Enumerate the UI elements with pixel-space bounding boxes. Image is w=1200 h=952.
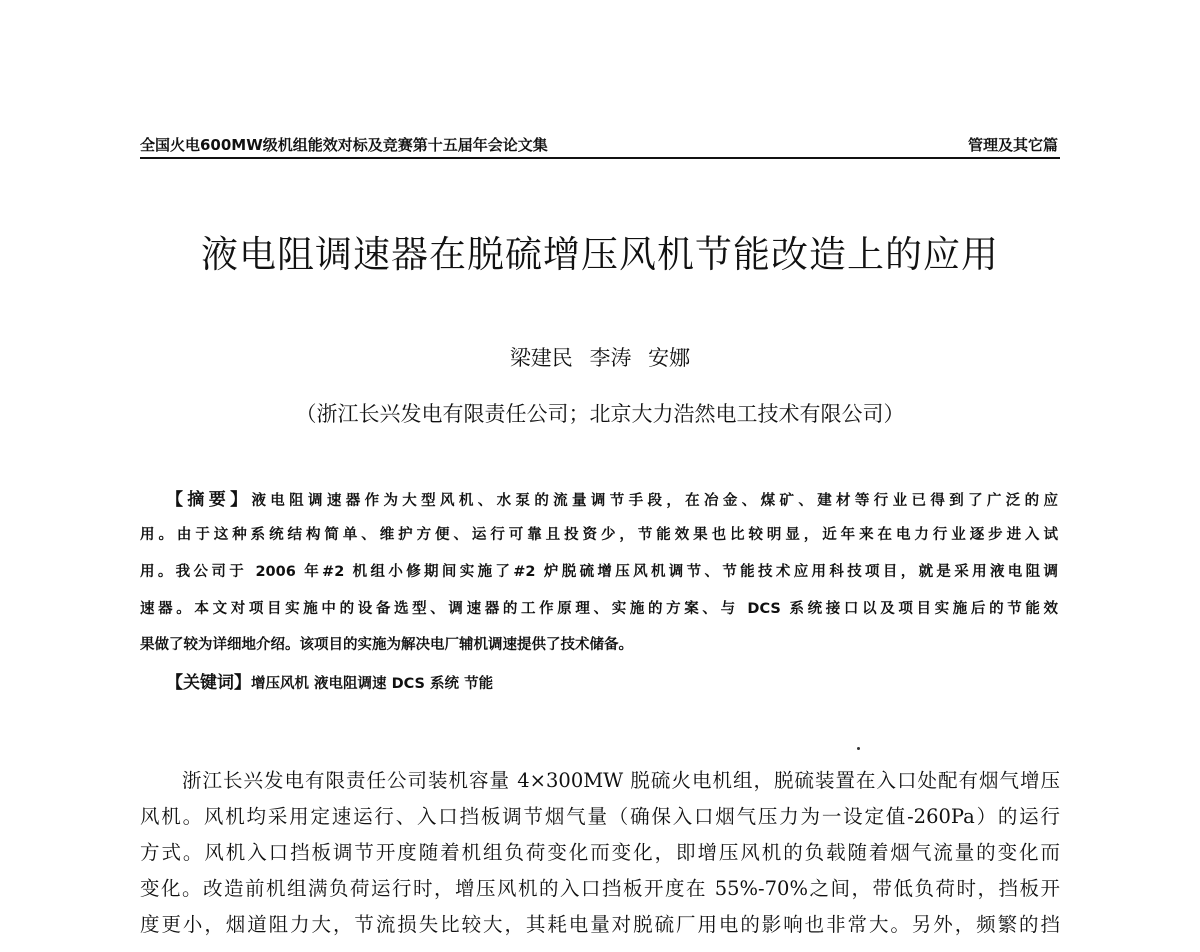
abstract-line: 速器。本文对项目实施中的设备选型、调速器的工作原理、实施的方案、与 DCS 系统接口以及项目实施后的节能效 (140, 601, 1058, 617)
abstract-line: 用。我公司于 2006 年#2 机组小修期间实施了#2 炉脱硫增压风机调节、节能技术应用科技项目，就是采用液电阻调 (140, 564, 1058, 580)
body-line: 风机。风机均采用定速运行、入口挡板调节烟气量（确保入口烟气压力为一设定值-260Pa）的运行 (140, 805, 1060, 828)
keywords-label: 【关键词】 (166, 673, 251, 693)
body-line: 变化。改造前机组满负荷运行时，增压风机的入口挡板开度在 55%-70%之间，带低负荷时，挡板开 (140, 877, 1060, 900)
abstract-label: 【摘要】 (166, 490, 252, 510)
paper-title: 液电阻调速器在脱硫增压风机节能改造上的应用 (201, 233, 999, 276)
authors: 梁建民 李涛 安娜 (509, 346, 691, 370)
body-line: 方式。风机入口挡板调节开度随着机组负荷变化而变化，即增压风机的负载随着烟气流量的变化而 (140, 841, 1060, 864)
body-line: 浙江长兴发电有限责任公司装机容量 4×300MW 脱硫火电机组，脱硫装置在入口处配有烟气增压 (182, 769, 1060, 792)
abstract-line: 果做了较为详细地介绍。该项目的实施为解决电厂辅机调速提供了技术储备。 (140, 637, 633, 653)
running-header-left: 全国火电600MW级机组能效对标及竞赛第十五届年会论文集 (140, 136, 548, 154)
body-line: 度更小，烟道阻力大，节流损失比较大，其耗电量对脱硫厂用电的影响也非常大。另外，频繁的挡 (140, 913, 1060, 936)
abstract-line (166, 485, 1058, 510)
keywords-line (166, 668, 1058, 693)
abstract-line: 用。由于这种系统结构简单、维护方便、运行可靠且投资少，节能效果也比较明显，近年来在电力行业逐步进入试 (140, 527, 1058, 543)
running-header-right: 管理及其它篇 (967, 136, 1058, 154)
affiliation: （浙江长兴发电有限责任公司；北京大力浩然电工技术有限公司） (295, 402, 905, 426)
scan-speck (857, 747, 860, 750)
abstract-text: 液电阻调速器作为大型风机、水泵的流量调节手段，在冶金、煤矿、建材等行业已得到了广泛的应 (251, 493, 1058, 509)
keywords-text: 增压风机 液电阻调速 DCS 系统 节能 (251, 676, 494, 692)
header-rule (140, 157, 1060, 159)
